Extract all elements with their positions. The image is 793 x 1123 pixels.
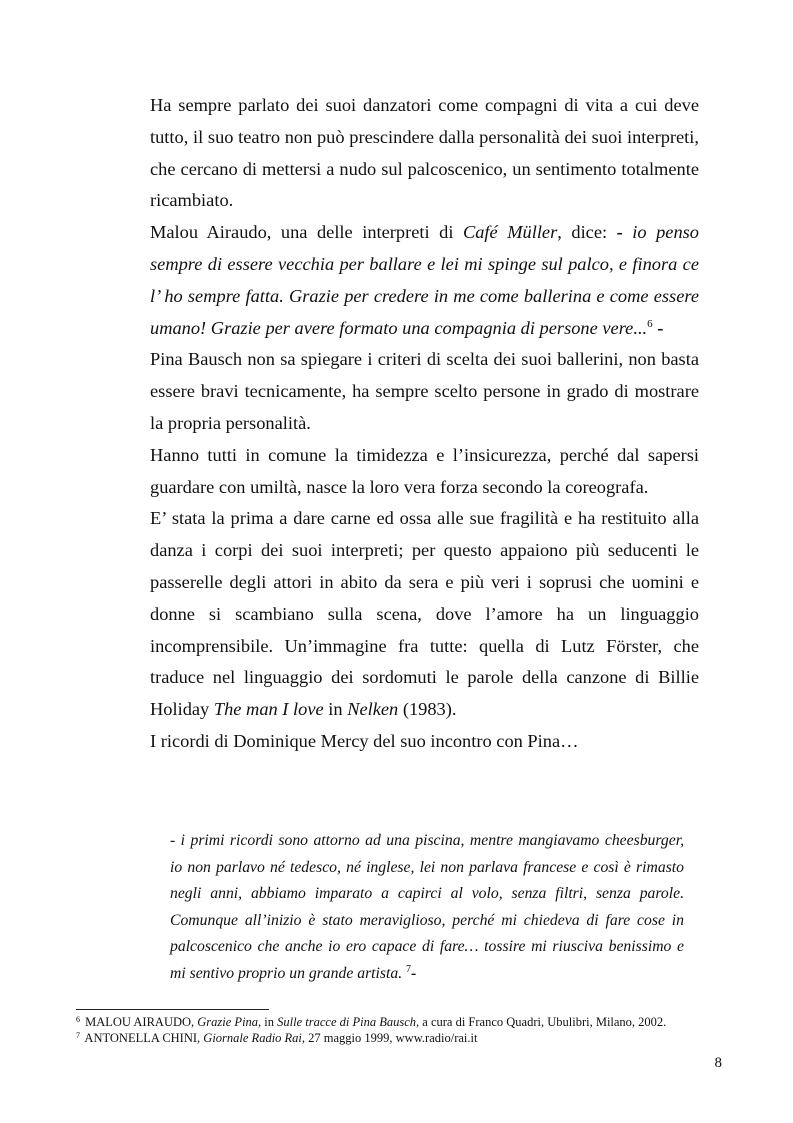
paragraph-text: , che traduce nel linguaggio dei sordomuti le parole della canzone di Billie Holiday	[150, 635, 699, 720]
footnote-author: ANTONELLA CHINI,	[82, 1031, 204, 1045]
footnote-number: 6	[76, 1015, 80, 1024]
footnote-ref-6: 6	[647, 317, 653, 330]
footnote-text: 27 maggio 1999, www.radio/rai.it	[305, 1031, 478, 1045]
quote-line: - i primi ricordi sono attorno ad una piscina, mentre mangiavamo cheesburger,	[170, 832, 684, 849]
footnote-separator	[76, 1009, 269, 1010]
paragraph-dominique-mercy	[150, 726, 699, 758]
paragraph-fragility	[150, 503, 699, 726]
paragraph-text: , dice:	[557, 222, 617, 243]
paragraph-text: Malou Airaudo, una delle interpreti di	[150, 222, 463, 243]
paragraph-text: Pina Bausch non sa spiegare i criteri di scelta dei suoi ballerini, non basta essere bravi tecnicamente, ha sempre scelto persone in grado di mostrare la propria personalità.	[150, 349, 699, 433]
paragraph-malou-airaudo-quote	[150, 217, 699, 344]
footnote-ref-7: 7	[406, 963, 412, 975]
footnote-title: Grazie Pina,	[197, 1015, 262, 1029]
page-number: 8	[714, 1055, 722, 1071]
footnote-number: 7	[76, 1031, 80, 1040]
work-title-cafe-muller: Café Müller	[462, 222, 558, 243]
footnote-book: Sulle tracce di Pina Bausch,	[277, 1015, 420, 1029]
song-title: The man I love	[213, 699, 324, 720]
quote-dash-close: -	[657, 317, 664, 338]
paragraph-text: E’ stata la prima a dare carne ed ossa alle sue fragilità e ha restituito alla danza i corpi dei suoi interpreti; per questo appaiono più seducenti le passerelle degli attori in abito da sera e più veri i soprusi che uomini e donne si scambiano sulla scena, dove l’amore ha un linguaggio incomprensibile. Un’immagine fra tutte: quella di Lutz Förster	[150, 508, 699, 656]
paragraph-text: Hanno tutti in comune la timidezza e l’insicurezza, perché dal sapersi guardare con umiltà, nasce la loro vera forza secondo la coreografa.	[150, 444, 699, 497]
paragraph-selection-criteria	[150, 344, 699, 439]
paragraph-text: (1983).	[398, 699, 457, 720]
quote-line: negli anni, abbiamo imparato a capirci al volo, senza filtri, senza parole.	[170, 885, 684, 902]
footnotes	[76, 1015, 736, 1047]
paragraph-text: I ricordi di Dominique Mercy del suo incontro con Pina…	[150, 730, 579, 751]
paragraph-text: Ha sempre parlato dei suoi danzatori come compagni di vita a cui deve tutto, il suo teatro non può prescindere dalla personalità dei suoi interpreti, che cercano di mettersi a nudo sul palcoscenico, un sentimento totalmente ricambiato.	[150, 95, 699, 211]
quote-line: Comunque all’inizio è stato meraviglioso, perché mi chiedeva di fare cose in	[170, 911, 684, 929]
quote-dash-open: -	[616, 222, 623, 243]
paragraph-dancers-companions	[150, 90, 699, 217]
footnote-text: in	[261, 1015, 278, 1029]
footnote-author: MALOU AIRAUDO,	[82, 1015, 198, 1029]
block-quote-mercy	[170, 828, 684, 987]
quote-line: io non parlavo né tedesco, né inglese, lei non parlava francese e così è rimasto	[170, 858, 684, 876]
footnote-title: Giornale Radio Rai,	[203, 1031, 306, 1045]
paragraph-shyness	[150, 440, 699, 504]
inline-quote: io penso sempre di essere vecchia per ballare e lei mi spinge sul palco, e finora ce l’ ho sempre fatta. Grazie per credere in me come ballerina e come essere umano! Grazie per avere formato una compagnia di persone vere...	[150, 222, 700, 338]
quote-line-text: mi sentivo proprio un grande artista.	[170, 964, 407, 982]
body-text	[150, 90, 699, 758]
footnote-7	[76, 1031, 736, 1047]
quote-line: palcoscenico che anche io ero capace di fare… tossire mi riusciva benissimo e	[170, 938, 684, 955]
quote-dash-close: -	[411, 964, 417, 982]
footnote-6	[76, 1015, 736, 1031]
footnote-text: a cura di Franco Quadri, Ubulibri, Milano, 2002.	[419, 1015, 667, 1029]
work-title-nelken: Nelken	[347, 699, 399, 720]
paragraph-text: in	[323, 699, 348, 720]
quote-line-last	[170, 961, 684, 988]
